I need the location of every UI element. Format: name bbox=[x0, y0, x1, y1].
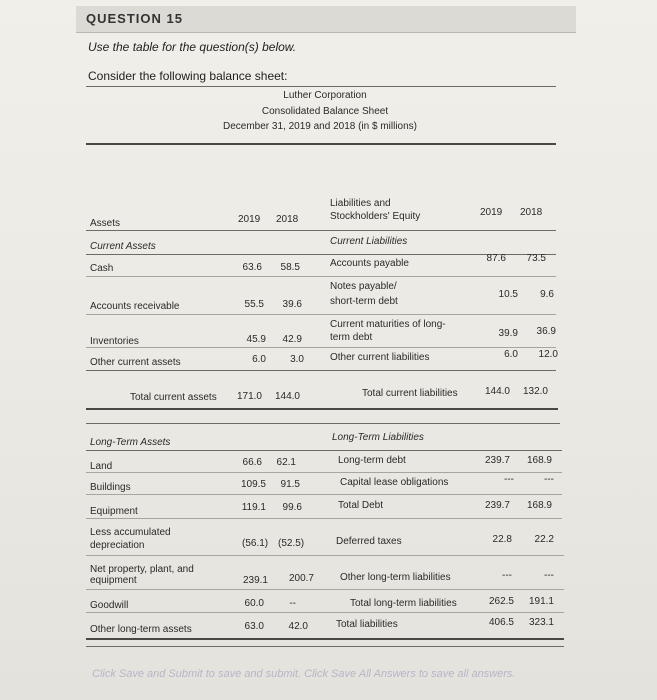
asset-2019-value: 66.6 bbox=[242, 457, 262, 468]
year-2018-header: 2018 bbox=[276, 214, 299, 225]
liabilities-header-1: Liabilities and bbox=[330, 198, 391, 209]
long-term-liabilities-heading: Long-Term Liabilities bbox=[332, 432, 424, 443]
divider bbox=[86, 494, 562, 495]
asset-label: Inventories bbox=[90, 336, 139, 347]
liability-2019-value: 239.7 bbox=[484, 500, 510, 511]
asset-2018-value: 3.0 bbox=[290, 354, 304, 365]
divider bbox=[86, 86, 556, 87]
asset-2019-value: 60.0 bbox=[244, 598, 264, 609]
liability-2018-value: --- bbox=[544, 474, 554, 485]
total-current-liabilities-2019: 144.0 bbox=[484, 386, 510, 397]
asset-2019-value: 55.5 bbox=[244, 299, 264, 310]
sheet-name: Consolidated Balance Sheet bbox=[261, 106, 389, 117]
instruction-text: Use the table for the question(s) below. bbox=[88, 40, 297, 54]
divider bbox=[86, 638, 564, 640]
total-current-assets-label: Total current assets bbox=[130, 392, 217, 403]
asset-label: Cash bbox=[90, 263, 114, 274]
asset-2018-value: -- bbox=[289, 598, 296, 609]
liability-2019-value: 87.6 bbox=[486, 253, 506, 264]
assets-header: Assets bbox=[90, 218, 121, 229]
liability-label: Long-term debt bbox=[338, 455, 406, 466]
total-current-liabilities-2018: 132.0 bbox=[522, 386, 548, 397]
asset-2019-value: 239.1 bbox=[242, 575, 268, 586]
liability-label: Total Debt bbox=[338, 500, 384, 511]
divider bbox=[86, 314, 556, 315]
asset-label: Other long-term assets bbox=[90, 624, 192, 635]
year-2019-header-right: 2019 bbox=[480, 207, 503, 218]
total-current-assets-2018: 144.0 bbox=[274, 391, 300, 402]
liability-2019-value: 39.9 bbox=[498, 328, 518, 339]
divider bbox=[86, 472, 562, 473]
liability-2019-value: --- bbox=[502, 570, 512, 581]
divider bbox=[86, 423, 560, 424]
divider bbox=[86, 347, 556, 348]
consider-text: Consider the following balance sheet: bbox=[88, 69, 288, 83]
liability-label: Total long-term liabilities bbox=[350, 598, 457, 609]
asset-2018-value: 39.6 bbox=[282, 299, 302, 310]
asset-2019-value: 119.1 bbox=[241, 502, 266, 513]
liability-2018-value: 323.1 bbox=[528, 617, 554, 628]
liability-2019-value: 10.5 bbox=[498, 289, 518, 300]
divider bbox=[86, 589, 564, 590]
liability-2018-value: --- bbox=[544, 570, 554, 581]
liability-2018-value: 9.6 bbox=[540, 289, 554, 300]
liability-2019-value: 22.8 bbox=[492, 534, 512, 545]
liabilities-header-2: Stockholders' Equity bbox=[330, 211, 421, 222]
asset-2018-value: 91.5 bbox=[280, 479, 300, 490]
question-title: QUESTION 15 bbox=[86, 11, 183, 26]
save-instructions: Click Save and Submit to save and submit. Click Save All Answers to save all answers. bbox=[92, 668, 516, 680]
sheet-date: December 31, 2019 and 2018 (in $ millions) bbox=[223, 121, 417, 132]
liability-2019-value: 6.0 bbox=[504, 349, 518, 360]
divider bbox=[86, 518, 562, 519]
asset-2018-value: (52.5) bbox=[278, 538, 305, 549]
liability-2018-value: 36.9 bbox=[536, 326, 556, 337]
asset-label: equipment bbox=[90, 575, 137, 586]
asset-label: Other current assets bbox=[90, 357, 181, 368]
asset-label: depreciation bbox=[90, 540, 145, 551]
liability-label: Capital lease obligations bbox=[340, 477, 449, 488]
divider bbox=[86, 370, 556, 371]
asset-2018-value: 58.5 bbox=[280, 262, 300, 273]
liability-2018-value: 12.0 bbox=[538, 349, 558, 360]
liability-label: term debt bbox=[330, 332, 373, 343]
liability-label: Other current liabilities bbox=[330, 352, 430, 363]
liability-label: short-term debt bbox=[330, 296, 398, 307]
liability-2018-value: 168.9 bbox=[526, 500, 552, 511]
asset-2018-value: 99.6 bbox=[282, 502, 302, 513]
asset-2019-value: 63.6 bbox=[242, 262, 262, 273]
liability-label: Deferred taxes bbox=[336, 536, 402, 547]
liability-label: Accounts payable bbox=[330, 258, 409, 269]
question-header bbox=[76, 6, 576, 33]
asset-label: Equipment bbox=[90, 506, 138, 517]
total-current-assets-2019: 171.0 bbox=[236, 391, 262, 402]
current-assets-heading: Current Assets bbox=[90, 241, 156, 252]
divider bbox=[86, 143, 556, 145]
asset-2018-value: 62.1 bbox=[276, 457, 296, 468]
asset-label: Land bbox=[90, 461, 113, 472]
year-2018-header-right: 2018 bbox=[520, 207, 543, 218]
current-liabilities-heading: Current Liabilities bbox=[330, 236, 408, 247]
liability-2018-value: 191.1 bbox=[528, 596, 554, 607]
divider bbox=[86, 646, 564, 647]
divider bbox=[86, 555, 564, 556]
asset-2019-value: (56.1) bbox=[242, 538, 269, 549]
liability-2019-value: 406.5 bbox=[488, 617, 514, 628]
asset-2019-value: 109.5 bbox=[240, 479, 266, 490]
asset-2019-value: 63.0 bbox=[244, 621, 264, 632]
asset-label: Accounts receivable bbox=[90, 301, 180, 312]
asset-2018-value: 200.7 bbox=[288, 573, 314, 584]
liability-label: Other long-term liabilities bbox=[340, 572, 451, 583]
year-2019-header: 2019 bbox=[238, 214, 261, 225]
liability-2019-value: 239.7 bbox=[484, 455, 510, 466]
liability-2018-value: 22.2 bbox=[534, 534, 554, 545]
divider bbox=[86, 612, 564, 613]
long-term-assets-heading: Long-Term Assets bbox=[90, 437, 171, 448]
asset-2018-value: 42.9 bbox=[282, 334, 302, 345]
divider bbox=[86, 450, 562, 451]
asset-label-line1: Net property, plant, and bbox=[90, 564, 194, 575]
asset-label: Goodwill bbox=[90, 600, 129, 611]
divider bbox=[86, 230, 556, 231]
liability-label-line1: Notes payable/ bbox=[330, 281, 397, 292]
asset-2019-value: 6.0 bbox=[252, 354, 266, 365]
divider bbox=[86, 408, 558, 410]
asset-2019-value: 45.9 bbox=[246, 334, 266, 345]
liability-2019-value: 262.5 bbox=[488, 596, 514, 607]
asset-label: Buildings bbox=[90, 482, 131, 493]
asset-2018-value: 42.0 bbox=[288, 621, 308, 632]
total-current-liabilities-label: Total current liabilities bbox=[362, 388, 458, 399]
company-name: Luther Corporation bbox=[283, 90, 367, 101]
liability-2019-value: --- bbox=[504, 474, 514, 485]
liability-label: Total liabilities bbox=[336, 619, 398, 630]
divider bbox=[86, 276, 556, 277]
liability-2018-value: 168.9 bbox=[526, 455, 552, 466]
liability-2018-value: 73.5 bbox=[526, 253, 546, 264]
liability-label-line1: Current maturities of long- bbox=[330, 319, 446, 330]
asset-label-line1: Less accumulated bbox=[90, 527, 171, 538]
